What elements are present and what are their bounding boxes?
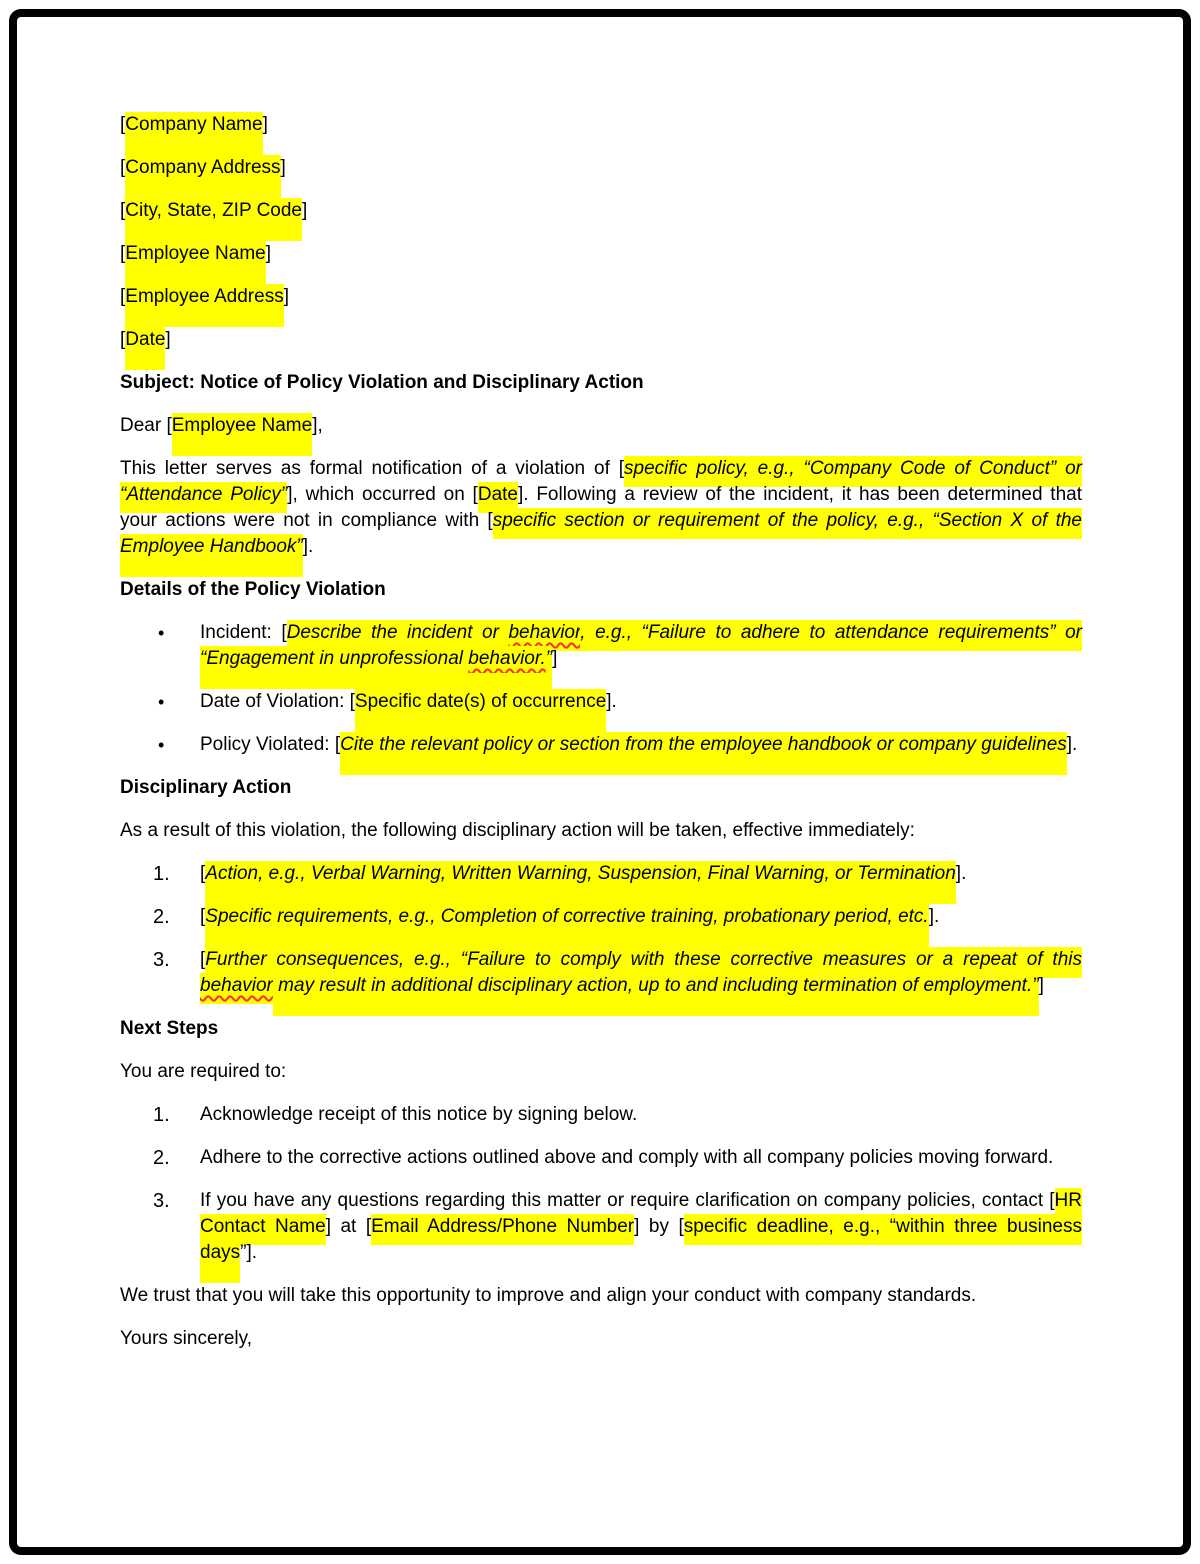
closing-paragraph [120, 1283, 1082, 1309]
text-run: ]. [302, 536, 314, 557]
text-run: [ [120, 329, 126, 350]
text-run: Adhere to the corrective actions outlined above and comply with all company policies moving forward. [200, 1147, 1054, 1168]
text-run: ]. [606, 691, 617, 712]
highlighted-placeholder: Employee Name [172, 413, 312, 444]
text-run: Subject: Notice of Policy Violation and Disciplinary Action [120, 372, 644, 393]
text-run: ”]. [240, 1242, 258, 1263]
text-run: We trust that you will take this opportunity to improve and align your conduct with company standards. [120, 1285, 977, 1306]
text-run: ]. [955, 863, 967, 884]
list-item-text [200, 1188, 1082, 1271]
company-name-line [120, 112, 1082, 138]
text-run: ]. [928, 906, 940, 927]
employee-address-line [120, 284, 1082, 310]
subject-line [120, 370, 1082, 396]
text-run: Incident: [ [200, 622, 287, 643]
city-state-zip-line [120, 198, 1082, 224]
text-run: ] by [ [634, 1216, 684, 1237]
highlighted-placeholder: City, State, ZIP Code [125, 198, 302, 229]
text-run: [ [120, 286, 126, 307]
step-1 [120, 1102, 1082, 1128]
list-number: 1. [153, 863, 170, 885]
text-run: [ [200, 906, 206, 927]
highlighted-placeholder: Employee Address [125, 284, 283, 315]
disciplinary-heading [120, 775, 1082, 801]
bullet-icon: • [158, 735, 165, 755]
action-item-1 [120, 861, 1082, 887]
incident-item [120, 620, 1082, 672]
date-of-violation-item [120, 689, 1082, 715]
list-number: 1. [153, 1104, 170, 1126]
step-3 [120, 1188, 1082, 1266]
details-heading [120, 577, 1082, 603]
list-number: 3. [153, 1190, 170, 1212]
highlighted-placeholder: may result in additional disciplinary action, up to and including termination of employment.” [273, 973, 1039, 1004]
text-run: [ [120, 157, 126, 178]
highlighted-placeholder: Employee Name [125, 241, 265, 272]
text-run: Next Steps [120, 1018, 219, 1039]
text-run: ] [302, 200, 308, 221]
highlighted-placeholder: Email Address/Phone Number [371, 1214, 634, 1245]
list-item-text [200, 947, 1082, 1004]
text-run: Policy Violated: [ [200, 734, 341, 755]
highlighted-placeholder: Specific requirements, e.g., Completion of corrective training, probationary period, etc. [205, 904, 928, 935]
list-number: 2. [153, 906, 170, 928]
text-run: ]. Following a review of the incident, it has been determined that your actions were not in compliance with [ [120, 484, 1083, 531]
text-run: [ [120, 243, 126, 264]
highlighted-placeholder: behavior [508, 620, 580, 651]
list-number: 3. [153, 949, 170, 971]
text-run: Yours sincerely, [120, 1328, 253, 1349]
highlighted-placeholder: specific section or requirement of the policy, e.g., “Section X of the Employee Handbook” [120, 508, 1082, 565]
text-run: ] [280, 157, 286, 178]
list-item-text [200, 689, 617, 720]
highlighted-placeholder: specific deadline, e.g., “within three business days [200, 1214, 1082, 1271]
highlighted-placeholder: Date [125, 327, 165, 358]
text-run: ] [1038, 975, 1044, 996]
highlighted-placeholder: HR Contact Name [200, 1188, 1082, 1245]
bullet-icon: • [158, 692, 165, 712]
step-2 [120, 1145, 1082, 1171]
highlighted-placeholder: Further consequences, e.g., “Failure to comply with these corrective measures or a repeat of this [205, 947, 1082, 978]
text-run: Date of Violation: [ [200, 691, 355, 712]
text-run: If you have any questions regarding this matter or require clarification on company policies, contact [ [200, 1190, 1055, 1211]
list-item-text [200, 1104, 637, 1125]
next-steps-heading [120, 1016, 1082, 1042]
highlighted-placeholder: Date [478, 482, 518, 513]
next-steps-intro [120, 1059, 1082, 1085]
text-run: Dear [ [120, 415, 172, 436]
text-run: ] [283, 286, 289, 307]
date-line [120, 327, 1082, 353]
highlighted-placeholder: , e.g., “Failure to adhere to attendance requirements” or “Engagement in unprofessional [200, 620, 1082, 677]
letter-body [120, 112, 1082, 1369]
text-run: [ [120, 200, 126, 221]
highlighted-placeholder: Specific date(s) of occurrence [355, 689, 606, 720]
text-run: ], [312, 415, 323, 436]
text-run: ] [262, 114, 268, 135]
list-item-text [200, 861, 966, 892]
highlighted-placeholder: behavior. [468, 646, 545, 677]
list-item-text [200, 620, 1082, 677]
highlighted-placeholder: Describe the incident or [287, 620, 509, 651]
disciplinary-intro [120, 818, 1082, 844]
text-run: You are required to: [120, 1061, 287, 1082]
text-run: Details of the Policy Violation [120, 579, 386, 600]
text-run: ] [165, 329, 171, 350]
employee-name-line [120, 241, 1082, 267]
action-item-3 [120, 947, 1082, 999]
text-run: [ [120, 114, 126, 135]
text-run: [ [200, 863, 206, 884]
highlighted-placeholder: specific policy, e.g., “Company Code of Conduct” or “Attendance Policy” [120, 456, 1082, 513]
text-run: ], which occurred on [ [287, 484, 478, 505]
text-run: ]. [1066, 734, 1078, 755]
text-run: [ [200, 949, 206, 970]
text-run: ] at [ [325, 1216, 372, 1237]
text-run: Disciplinary Action [120, 777, 292, 798]
salutation [120, 413, 1082, 439]
list-item-text [200, 732, 1077, 763]
highlighted-placeholder: Company Address [125, 155, 280, 186]
action-item-2 [120, 904, 1082, 930]
highlighted-placeholder: Cite the relevant policy or section from the employee handbook or company guidelines [340, 732, 1067, 763]
list-number: 2. [153, 1147, 170, 1169]
signoff [120, 1326, 1082, 1352]
policy-violated-item [120, 732, 1082, 758]
text-run: ] [552, 648, 558, 669]
highlighted-placeholder: Company Name [125, 112, 262, 143]
list-item-text [200, 904, 939, 935]
intro-paragraph [120, 456, 1082, 560]
highlighted-placeholder: behavior [200, 973, 273, 1004]
bullet-icon: • [158, 623, 165, 643]
highlighted-placeholder: ” [546, 646, 552, 677]
highlighted-placeholder: Action, e.g., Verbal Warning, Written Warning, Suspension, Final Warning, or Termination [205, 861, 956, 892]
list-item-text [200, 1147, 1053, 1168]
company-address-line [120, 155, 1082, 181]
text-run: This letter serves as formal notification of a violation of [ [120, 458, 625, 479]
text-run: As a result of this violation, the following disciplinary action will be taken, effective immediately: [120, 820, 915, 841]
text-run: ] [265, 243, 272, 264]
text-run: Acknowledge receipt of this notice by signing below. [200, 1104, 638, 1125]
